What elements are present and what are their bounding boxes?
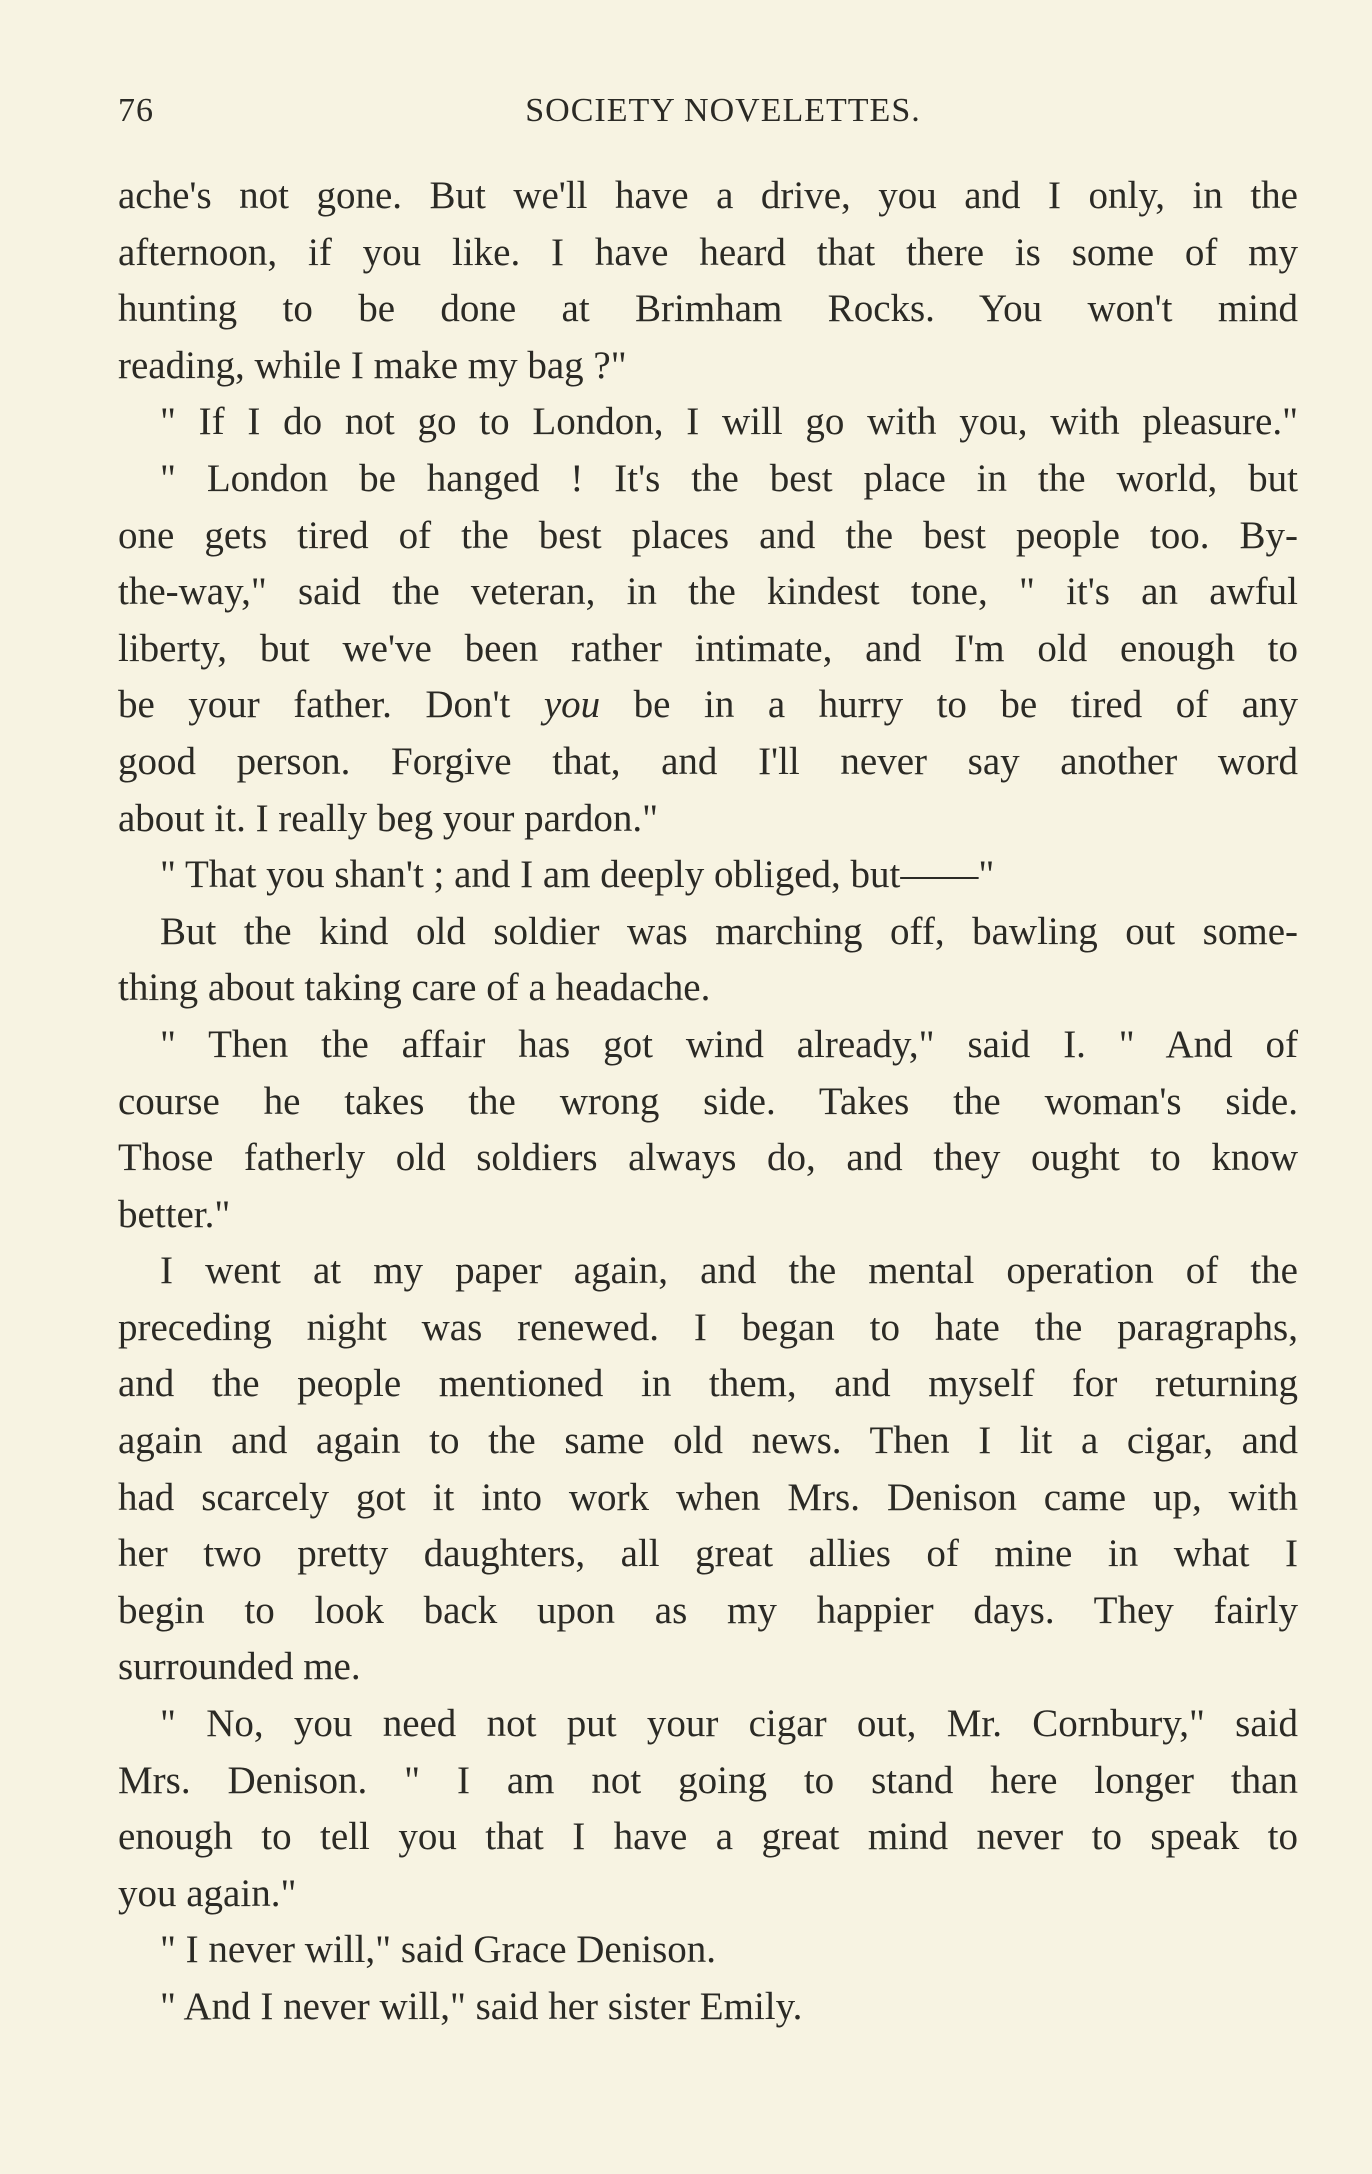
text-line [118, 677, 1298, 734]
text-line: liberty, but we've been rather intimate, and I'm old enough to [118, 626, 1298, 670]
text-line: about it. I really beg your pardon." [118, 796, 659, 840]
text-line: " I never will," said Grace Denison. [160, 1928, 716, 1972]
text-segment: be your father. Don't [118, 683, 544, 727]
text-line: again and again to the same old news. Then I lit a cigar, and [118, 1419, 1298, 1463]
text-line: Mrs. Denison. " I am not going to stand here longer than [118, 1758, 1298, 1802]
text-line: thing about taking care of a headache. [118, 966, 711, 1010]
text-line: Those fatherly old soldiers always do, and they ought to know [118, 1136, 1298, 1180]
text-line: " If I do not go to London, I will go with you, with pleasure." [160, 400, 1298, 444]
text-segment: be in a hurry to be tired of any [600, 683, 1299, 727]
text-line: " No, you need not put your cigar out, Mr. Cornbury," said [160, 1702, 1298, 1746]
text-line: one gets tired of the best places and the best people too. By- [118, 513, 1298, 557]
running-title: SOCIETY NOVELETTES. [525, 92, 921, 129]
text-line: better." [118, 1192, 231, 1236]
text-line: I went at my paper again, and the mental operation of the [160, 1249, 1298, 1293]
italic-emphasis: you [543, 683, 601, 727]
text-line: preceding night was renewed. I began to hate the paragraphs, [118, 1305, 1298, 1349]
text-line: But the kind old soldier was marching off, bawling out some- [160, 909, 1298, 953]
page-number: 76 [118, 92, 154, 129]
running-head [118, 92, 1298, 142]
text-line: reading, while I make my bag ?" [118, 343, 627, 387]
text-line: surrounded me. [118, 1645, 361, 1689]
text-line: afternoon, if you like. I have heard that there is some of my [118, 230, 1298, 274]
text-line: " That you shan't ; and I am deeply obliged, but——" [160, 853, 995, 897]
text-line: good person. Forgive that, and I'll never say another word [118, 739, 1298, 783]
text-line: you again." [118, 1871, 297, 1915]
text-line: ache's not gone. But we'll have a drive, you and I only, in the [118, 174, 1298, 217]
text-line: begin to look back upon as my happier days. They fairly [118, 1588, 1298, 1632]
text-line: and the people mentioned in them, and myself for returning [118, 1362, 1298, 1406]
text-line: had scarcely got it into work when Mrs. Denison came up, with [118, 1475, 1298, 1519]
text-line: " And I never will," said her sister Emily. [160, 1985, 803, 2028]
text-line: hunting to be done at Brimham Rocks. You won't mind [118, 287, 1298, 331]
text-line: her two pretty daughters, all great allies of mine in what I [118, 1532, 1298, 1576]
body-text [118, 168, 1298, 2036]
text-line: " Then the affair has got wind already," said I. " And of [160, 1022, 1298, 1066]
text-line: " London be hanged ! It's the best place in the world, but [160, 456, 1298, 500]
text-line: enough to tell you that I have a great mind never to speak to [118, 1815, 1298, 1859]
text-line: the-way," said the veteran, in the kindest tone, " it's an awful [118, 570, 1298, 614]
text-line: course he takes the wrong side. Takes the woman's side. [118, 1079, 1298, 1123]
